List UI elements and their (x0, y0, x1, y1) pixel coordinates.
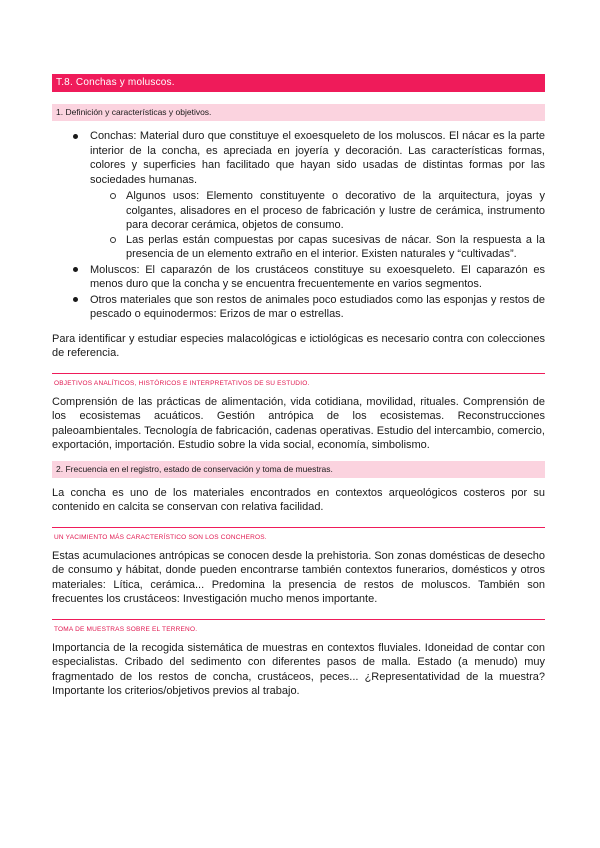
list-item-moluscos: Moluscos: El caparazón de los crustáceos constituye su exoesqueleto. El caparazón es menos duro que la concha y se encuentra frecuentemente en varios segmentos. (52, 263, 545, 292)
document-title-text: T.8. Conchas y moluscos. (56, 77, 175, 88)
section-1-heading-text: 1. Definición y características y objetivos. (56, 107, 212, 117)
sublist-item: Algunos usos: Elemento constituyente o decorativo de la arquitectura, joyas y colgantes, alisadores en el proceso de fabricación y lustre de cerámica, instrumento para decorar cerámica, objetos de consumo. (90, 189, 545, 233)
sublist-item: Las perlas están compuestas por capas sucesivas de nácar. Son la respuesta a la presencia de un elemento extraño en el interior. Existen naturales y “cultivadas”. (90, 233, 545, 262)
subsection-toma-paragraph: Importancia de la recogida sistemática de muestras en contextos fluviales. Idoneidad de contar con especialistas. Cribado del sedimento con diferentes pasos de malla. Estado (a menudo) muy fragmentado de los restos de concha, crustáceos, peces... ¿Representatividad de la muestra? Importante los criterios/objetivos previos al trabajo. (52, 641, 545, 697)
section-1-heading (52, 104, 545, 121)
subsection-yacimiento-paragraph: Estas acumulaciones antrópicas se conocen desde la prehistoria. Son zonas domésticas de desecho de consumo y hábitat, donde pueden encontrarse también contextos funerarios, domésticos y otros materiales: Lítica, cerámica... Predomina la presencia de restos de moluscos. También son frecuentes los crustáceos: Investigación mucho menos importante. (52, 549, 545, 605)
list-item-text: Conchas: Material duro que constituye el exoesqueleto de los moluscos. El nácar es la parte interior de la concha, es apreciada en joyería y decoración. Las características formas, colores y superficies han facilitado que hayan sido usadas de distintas formas por las sociedades humanas. (90, 130, 545, 186)
subsection-objetivos-paragraph: Comprensión de las prácticas de alimentación, vida cotidiana, movilidad, rituales. Comprensión de los ecosistemas acuáticos. Gestión antrópica de los ecosistemas. Reconstrucciones paleoambientales. Tecnología de fabricación, cadenas operativas. Estudio del intercambio, comercio, exportación, importación. Estudio sobre la vida social, economía, simbolismo. (52, 395, 545, 451)
section-2-paragraph: La concha es uno de los materiales encontrados en contextos arqueológicos costeros por su contenido en calcita se conservan con relativa facilidad. (52, 486, 545, 513)
list-item-conchas (52, 129, 545, 262)
section-1-list (52, 129, 545, 322)
subsection-toma-heading: TOMA DE MUESTRAS SOBRE EL TERRENO. (52, 619, 545, 634)
list-item-otros: Otros materiales que son restos de animales poco estudiados como las esponjas y restos de pescado o equinodermos: Erizos de mar o estrellas. (52, 293, 545, 322)
document-page (52, 74, 545, 699)
section-2-heading-text: 2. Frecuencia en el registro, estado de conservación y toma de muestras. (56, 463, 333, 474)
subsection-objetivos-heading: OBJETIVOS ANALÍTICOS, HISTÓRICOS E INTERPRETATIVOS DE SU ESTUDIO. (52, 373, 545, 388)
document-title (52, 74, 545, 92)
section-1-paragraph: Para identificar y estudiar especies malacológicas e ictiológicas es necesario contra con colecciones de referencia. (52, 332, 545, 359)
subsection-yacimiento-heading: UN YACIMIENTO MÁS CARACTERÍSTICO SON LOS CONCHEROS. (52, 527, 545, 542)
section-2-heading (52, 461, 545, 478)
conchas-sublist (90, 189, 545, 262)
